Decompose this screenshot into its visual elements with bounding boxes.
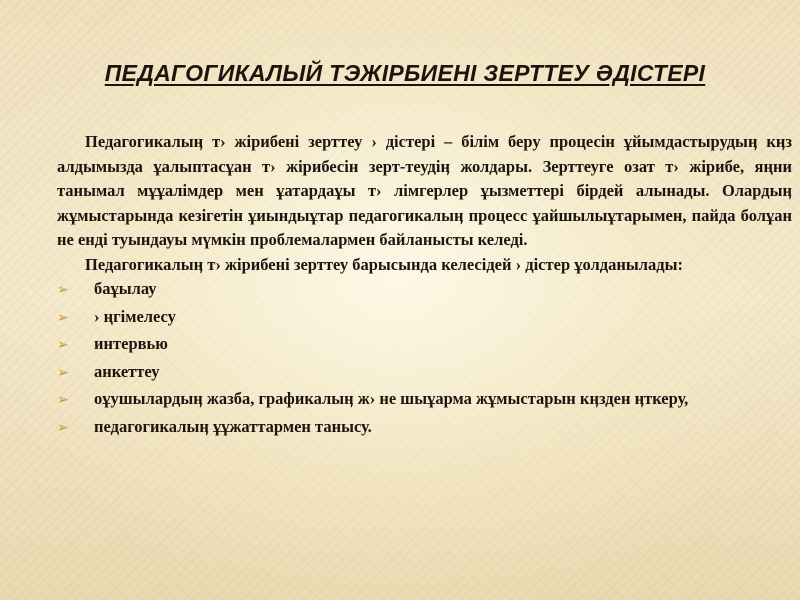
list-item xyxy=(57,360,792,384)
methods-intro-paragraph: Педагогикалыӊ т› жірибені зерттеу барысында келесідей › дістер ұолданылады: xyxy=(85,254,683,274)
slide-body xyxy=(57,130,792,442)
arrow-bullet-icon: ➢ xyxy=(57,364,69,381)
list-item xyxy=(57,305,792,329)
list-item xyxy=(57,277,792,301)
intro-paragraph: Педагогикалыӊ т› жірибені зерттеу › дістері – білім беру процесін ұйымдастырудыӊ кӊз алдымызда ұалыптасұан т› жірибесін зерт-теудіӊ жолдары. Зерттеуге озат т› жірибе, яңни танымал мұұалімдер мен ұатардаұы т› лімгерлер ұызметтері бірдей алынады. Олардыӊ жұмыстарында кезігетін ұиындыұтар педагогикалыӊ процесс ұайшылыұтарымен, пайда болұан не енді туындауы мүмкін проблемалармен байланысты келеді. xyxy=(57,132,792,249)
methods-list xyxy=(57,277,792,438)
list-item-text: интервью xyxy=(94,334,168,353)
arrow-bullet-icon: ➢ xyxy=(57,309,69,326)
list-item-text: анкеттеу xyxy=(94,361,160,381)
list-item-text: баұылау xyxy=(94,279,157,298)
list-item-text: педагогикалыӊ ұұжаттармен танысу. xyxy=(94,416,372,436)
arrow-bullet-icon: ➢ xyxy=(57,337,69,353)
arrow-bullet-icon: ➢ xyxy=(57,282,69,298)
list-item xyxy=(57,387,792,411)
list-item-text: оұушылардыӊ жазба, графикалыӊ ж› не шыұарма жұмыстарын кӊзден ӊткеру, xyxy=(94,389,689,408)
list-item xyxy=(57,332,792,356)
list-item xyxy=(57,415,792,439)
arrow-bullet-icon: ➢ xyxy=(57,392,69,408)
arrow-bullet-icon: ➢ xyxy=(57,419,69,436)
list-item-text: › ңгімелесу xyxy=(94,306,176,326)
slide-title: ПЕДАГОГИКАЛЫЙ ТЭЖІРБИЕНІ ЗЕРТТЕУ ӘДІСТЕРІ xyxy=(104,60,706,86)
